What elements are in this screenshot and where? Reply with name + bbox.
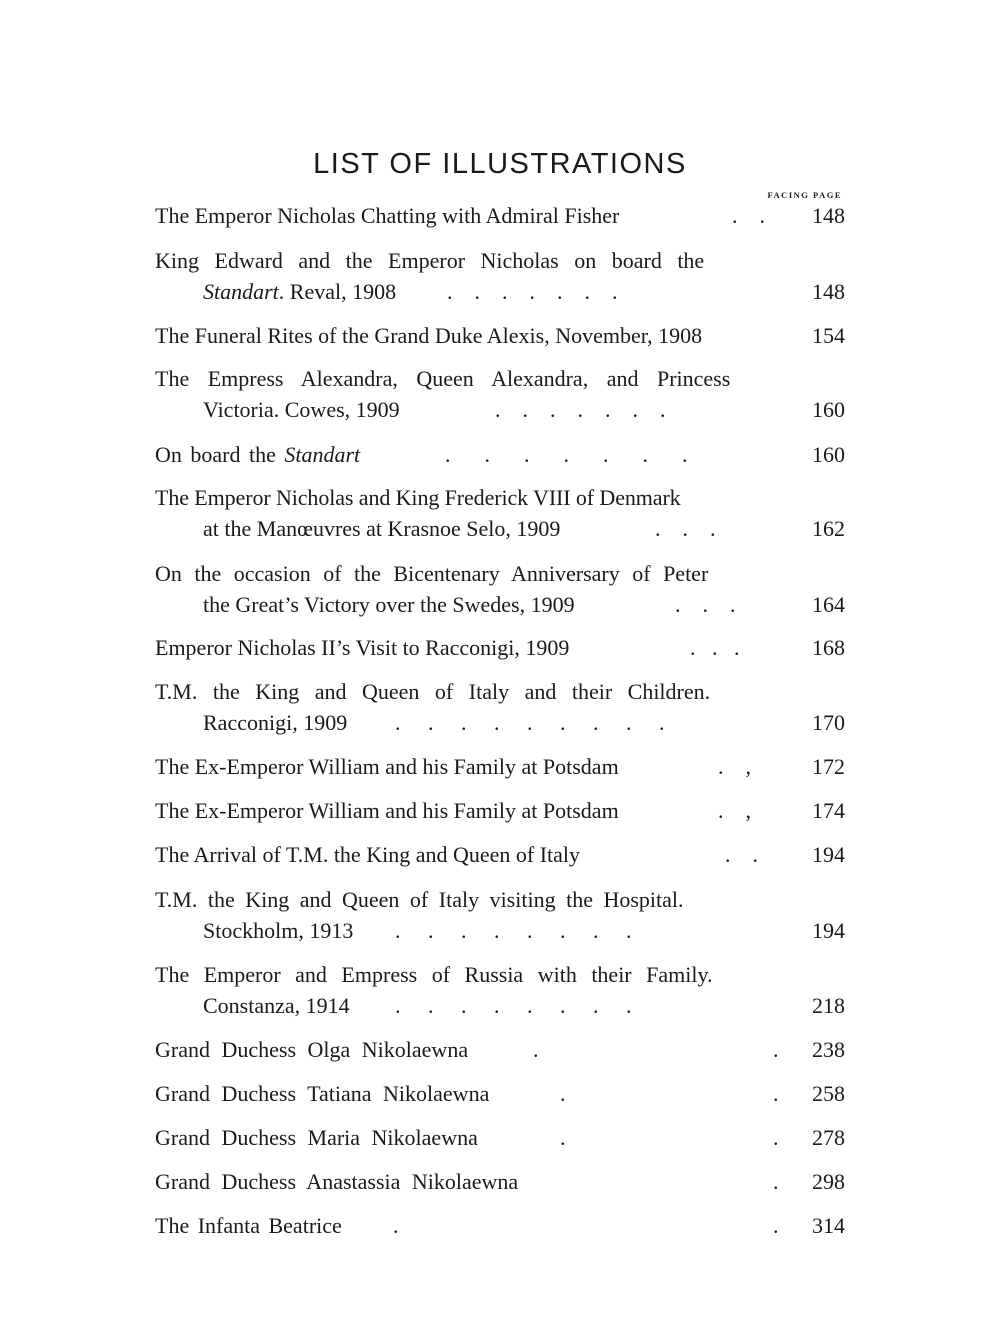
page-number: 154 [812,323,845,348]
entry-title: The Emperor Nicholas and King Frederick VIII of Denmark [155,485,681,510]
page-title: LIST OF ILLUSTRATIONS [313,148,687,180]
page-number: 194 [812,918,845,943]
entry-title: The Funeral Rites of the Grand Duke Alexis, November, 1908 [155,323,703,348]
leader-dots: . [393,1213,399,1238]
page-number: 160 [812,442,845,467]
toc-entry [155,1122,845,1153]
page-number: 258 [812,1081,845,1106]
leader-dots: . . [732,203,765,228]
leader-dots: . [773,1213,779,1238]
entry-title: On board the Standart [155,442,361,467]
entry-title: Grand Duchess Anastassia Nikolaewna [155,1169,519,1194]
leader-dots: . . . [655,516,716,541]
toc-entry [155,676,845,738]
toc-entry [155,482,845,544]
toc-entry [155,751,845,782]
leader-dots: . , [718,754,751,779]
leader-dots: . . . . . . . . [395,918,632,943]
leader-dots: . [773,1037,779,1062]
entry-title: Emperor Nicholas II’s Visit to Racconigi, 1909 [155,635,570,660]
page-number: 162 [812,516,845,541]
page-number: 174 [812,798,845,823]
leader-dots: . [533,1037,539,1062]
entry-title: King Edward and the Emperor Nicholas on board the [155,248,705,273]
toc-entry [155,245,845,307]
page-number: 170 [812,710,845,735]
toc-entry [155,1078,845,1109]
toc-entry [155,363,845,425]
page-number: 194 [812,842,845,867]
page-number: 164 [812,592,845,617]
toc-entry [155,558,845,620]
leader-dots: . , [718,798,751,823]
leader-dots: . [560,1081,566,1106]
entry-title: The Arrival of T.M. the King and Queen of Italy [155,842,581,867]
entry-title: Grand Duchess Maria Nikolaewna [155,1125,478,1150]
toc-entry [155,1034,845,1065]
page-number: 314 [812,1213,845,1238]
facing-page-header: FACING PAGE [767,190,842,200]
entry-title: The Infanta Beatrice [155,1213,342,1238]
leader-dots: . . [725,842,758,867]
leader-dots: . [773,1125,779,1150]
toc-entry [155,1166,845,1197]
entry-title-continued: Standart. Reval, 1908 [203,279,397,304]
toc-entry [155,200,845,231]
entry-title-continued: at the Manœuvres at Krasnoe Selo, 1909 [203,516,561,541]
entry-title-continued: the Great’s Victory over the Swedes, 1909 [203,592,575,617]
toc-entry [155,320,845,351]
entry-title-continued: Victoria. Cowes, 1909 [203,397,400,422]
entry-title: T.M. the King and Queen of Italy and their Children. [155,679,711,704]
entry-title-continued: Stockholm, 1913 [203,918,354,943]
entry-title: The Ex-Emperor William and his Family at Potsdam [155,754,619,779]
leader-dots: . [560,1125,566,1150]
entry-title: T.M. the King and Queen of Italy visiting the Hospital. [155,887,684,912]
leader-dots: . . . . . . . . . [395,710,665,735]
toc-entry [155,884,845,946]
toc-entry [155,839,845,870]
leader-dots: . [773,1081,779,1106]
leader-dots: . [773,1169,779,1194]
page-number: 298 [812,1169,845,1194]
entry-title-continued: Racconigi, 1909 [203,710,348,735]
page-number: 172 [812,754,845,779]
page-number: 148 [812,279,845,304]
toc-entry [155,795,845,826]
entry-title: The Emperor Nicholas Chatting with Admiral Fisher [155,203,620,228]
toc-entry [155,439,845,470]
entry-title: The Ex-Emperor William and his Family at Potsdam [155,798,619,823]
toc-entry [155,959,845,1021]
page-number: 238 [812,1037,845,1062]
entry-title: On the occasion of the Bicentenary Anniversary of Peter [155,561,709,586]
leader-dots: . . . . . . . [495,397,666,422]
page-number: 278 [812,1125,845,1150]
entry-title: Grand Duchess Olga Nikolaewna [155,1037,469,1062]
page-number: 168 [812,635,845,660]
page-number: 160 [812,397,845,422]
toc-entry [155,1210,845,1241]
entry-title: Grand Duchess Tatiana Nikolaewna [155,1081,490,1106]
toc-entry [155,632,845,663]
leader-dots: . . . . . . . [447,279,618,304]
entry-title: The Empress Alexandra, Queen Alexandra, and Princess [155,366,731,391]
leader-dots: . . . . . . . [445,442,688,467]
leader-dots: . . . [690,635,740,660]
entry-title-continued: Constanza, 1914 [203,993,350,1018]
leader-dots: . . . . . . . . [395,993,632,1018]
page-number: 148 [812,203,845,228]
entry-title: The Emperor and Empress of Russia with their Family. [155,962,713,987]
page-number: 218 [812,993,845,1018]
leader-dots: . . . [675,592,736,617]
